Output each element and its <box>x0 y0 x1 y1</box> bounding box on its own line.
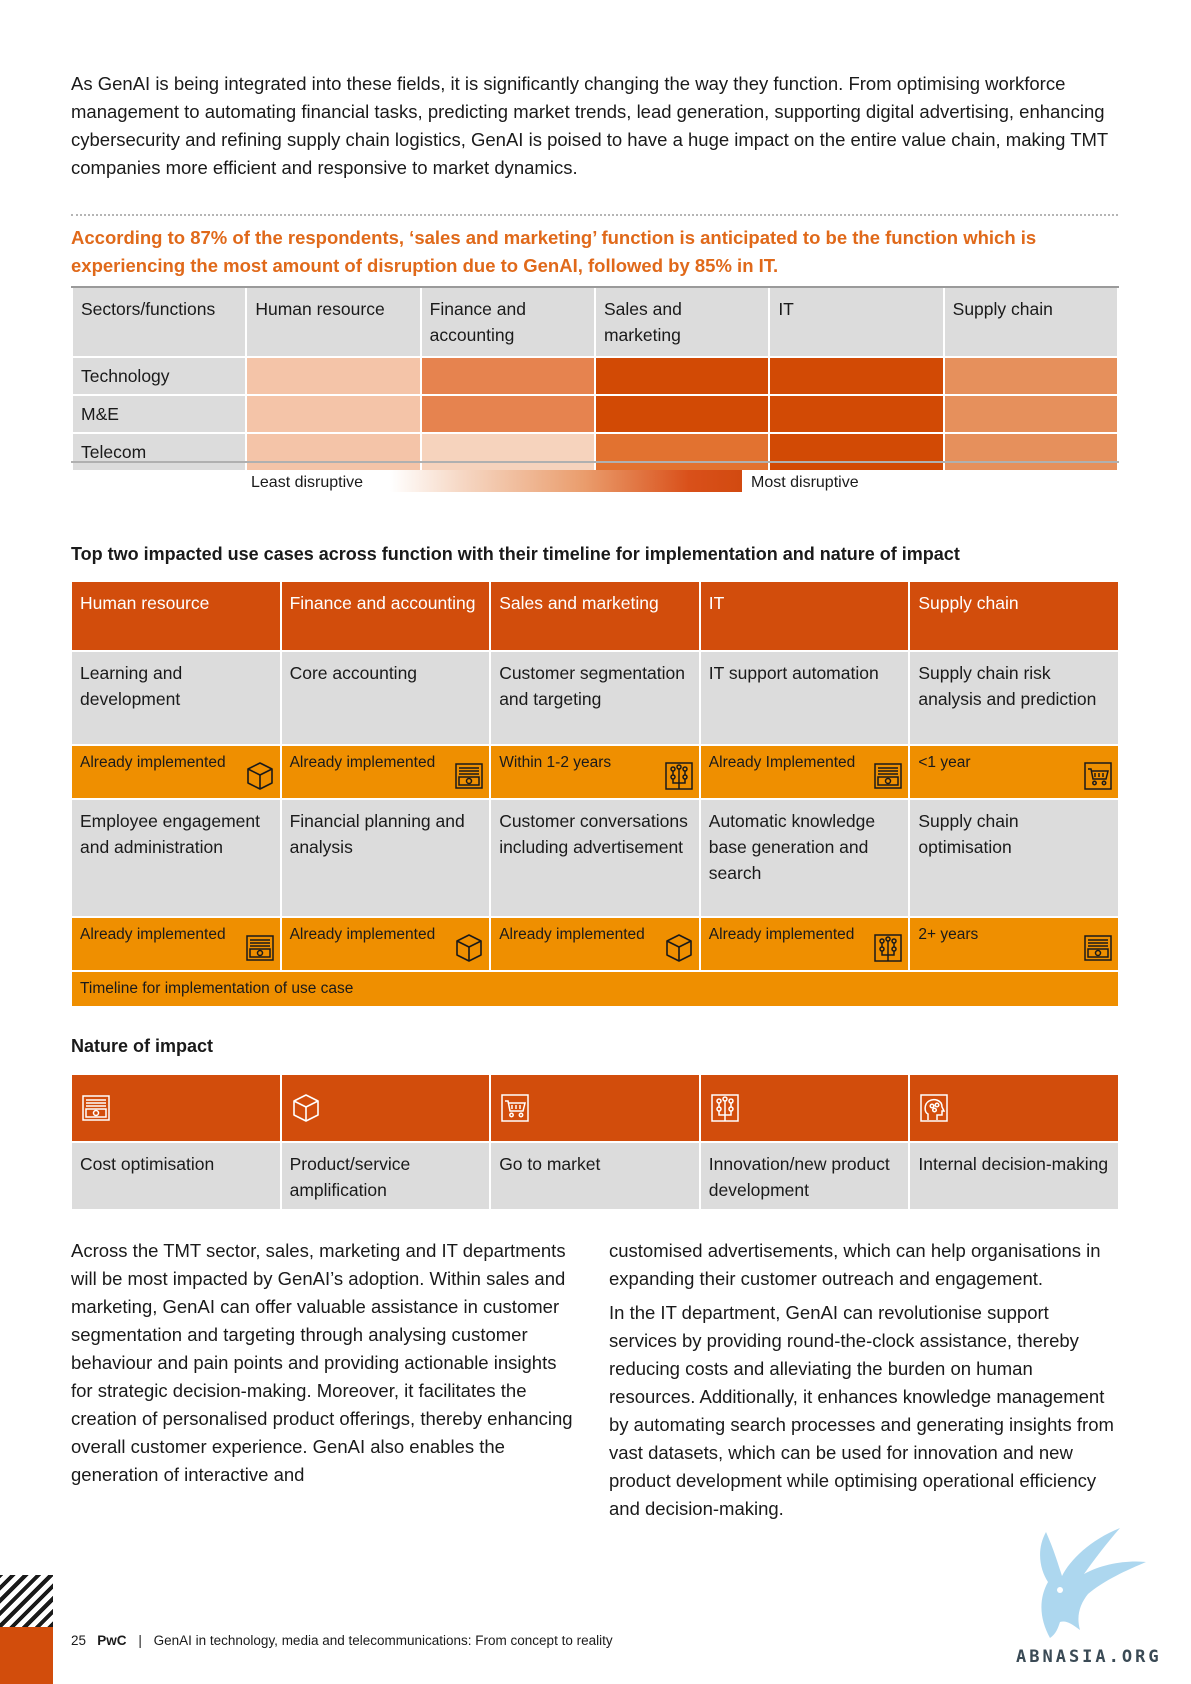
use-case-cell: Customer segmentation and targeting <box>491 652 699 744</box>
use-case-cell: Core accounting <box>282 652 490 744</box>
timeline-label: Already implemented <box>80 754 226 771</box>
use-case-cell: Supply chain risk analysis and prediction <box>910 652 1118 744</box>
legend-most-label: Most disruptive <box>751 474 859 491</box>
timeline-cell <box>282 746 490 798</box>
heatmap-row <box>73 396 1117 432</box>
heatmap-header-cell: IT <box>770 288 942 356</box>
use-case-header: Supply chain <box>910 582 1118 650</box>
disruption-heatmap <box>71 286 1119 472</box>
timeline-label: Already implemented <box>80 926 226 943</box>
heatmap-cell <box>422 434 594 470</box>
nature-title: Nature of impact <box>71 1036 214 1056</box>
heatmap-cell <box>422 358 594 394</box>
nature-icons-row <box>72 1075 1118 1141</box>
money-icon <box>80 1092 280 1124</box>
cube-icon <box>244 760 276 792</box>
heatmap-cell <box>596 396 768 432</box>
heatmap-header-cell: Supply chain <box>945 288 1117 356</box>
timeline-label: <1 year <box>918 754 971 771</box>
heatmap-cell <box>945 358 1117 394</box>
heatmap-cell <box>247 396 419 432</box>
heatmap-header-row <box>73 288 1117 356</box>
use-cases-row-1 <box>72 652 1118 744</box>
heatmap-bottom-border <box>71 461 1119 463</box>
nature-of-impact-table <box>72 1075 1118 1211</box>
timeline-cell <box>491 746 699 798</box>
use-case-header: Sales and marketing <box>491 582 699 650</box>
heatmap-cell <box>422 396 594 432</box>
timeline-cell <box>910 746 1118 798</box>
page-number: 25 <box>71 1633 87 1648</box>
nature-label: Cost optimisation <box>72 1143 280 1209</box>
money-icon <box>1082 932 1114 964</box>
timeline-cell <box>282 918 490 970</box>
dotted-divider <box>71 214 1118 216</box>
heatmap-cell <box>247 434 419 470</box>
head-icon <box>918 1092 1118 1124</box>
cart-icon <box>1082 760 1114 792</box>
nature-label: Internal decision-making <box>910 1143 1118 1209</box>
footer-separator: | <box>138 1633 142 1648</box>
nature-labels-row <box>72 1143 1118 1209</box>
use-case-cell: Automatic knowledge base generation and search <box>701 800 909 916</box>
heatmap-cell <box>596 434 768 470</box>
use-case-cell: Supply chain optimisation <box>910 800 1118 916</box>
timeline-footer: Timeline for implementation of use case <box>72 972 1118 1006</box>
nature-icon-cell <box>282 1075 490 1141</box>
use-cases-row-2 <box>72 800 1118 916</box>
money-icon <box>872 760 904 792</box>
nature-icon-cell <box>701 1075 909 1141</box>
timeline-cell <box>491 918 699 970</box>
body-text-left: Across the TMT sector, sales, marketing and IT departments will be most impacted by GenAI’s adoption. Within sales and marketing, GenAI can offer valuable assistance in customer segmentation and targeting through analysing customer behaviour and pain points and providing actionable insights for strategic decision-making. Moreover, it facilitates the creation of personalised product offerings, thereby enhancing overall customer experience. GenAI also enables the generation of interactive and <box>71 1240 573 1485</box>
heatmap-header-cell: Human resource <box>247 288 419 356</box>
callout-text: According to 87% of the respondents, ‘sales and marketing’ function is anticipated to be the function which is experiencing the most amount of disruption due to GenAI, followed by 85% in IT. <box>71 227 1037 276</box>
timeline-label: Within 1-2 years <box>499 754 612 771</box>
use-case-header: IT <box>701 582 909 650</box>
legend-least-label: Least disruptive <box>251 474 364 491</box>
circuit-icon <box>663 760 695 792</box>
timeline-cell <box>910 918 1118 970</box>
use-case-cell: Customer conversations including advertisement <box>491 800 699 916</box>
watermark-text: ABNASIA.ORG <box>1016 1647 1162 1667</box>
cart-icon <box>499 1092 699 1124</box>
use-case-cell: Financial planning and analysis <box>282 800 490 916</box>
body-text-right <box>609 1237 1114 1523</box>
body-paragraph: customised advertisements, which can help organisations in expanding their customer outreach and engagement. <box>609 1240 1101 1289</box>
nature-label: Product/service amplification <box>282 1143 490 1209</box>
heatmap-cell <box>945 396 1117 432</box>
money-icon <box>244 932 276 964</box>
footer-brand: PwC <box>97 1633 127 1648</box>
cube-icon <box>290 1092 490 1124</box>
circuit-icon <box>709 1092 909 1124</box>
decorative-stripes <box>0 1575 53 1627</box>
timeline-row-2 <box>72 918 1118 970</box>
money-icon <box>453 760 485 792</box>
use-cases-table <box>72 582 1118 1006</box>
timeline-label: 2+ years <box>918 926 979 943</box>
nature-icon-cell <box>910 1075 1118 1141</box>
heatmap-cell <box>945 434 1117 470</box>
heatmap-header-cell: Finance and accounting <box>422 288 594 356</box>
heatmap-row <box>73 434 1117 470</box>
use-case-cell: Learning and development <box>72 652 280 744</box>
timeline-label: Already Implemented <box>708 754 856 771</box>
heatmap-cell <box>770 434 942 470</box>
watermark-bird-logo <box>1010 1520 1150 1640</box>
nature-icon-cell <box>491 1075 699 1141</box>
heatmap-row-label: Technology <box>73 358 245 394</box>
legend-gradient-bar <box>390 470 742 492</box>
timeline-cell <box>701 746 909 798</box>
body-paragraph: In the IT department, GenAI can revolutionise support services by providing round-the-clock assistance, thereby reducing costs and alleviating the burden on human resources. Additionally, it enhances knowledge management by automating search processes and generating insights from vast datasets, which can be used for innovation and new product development while optimising operational efficiency and decision-making. <box>609 1302 1114 1519</box>
heatmap-cell <box>247 358 419 394</box>
cube-icon <box>663 932 695 964</box>
heatmap-header-cell: Sales and marketing <box>596 288 768 356</box>
timeline-cell <box>72 918 280 970</box>
use-case-header: Human resource <box>72 582 280 650</box>
use-cases-header-row <box>72 582 1118 650</box>
use-case-header: Finance and accounting <box>282 582 490 650</box>
heatmap-cell <box>770 358 942 394</box>
page-footer <box>71 1633 613 1648</box>
use-case-cell: Employee engagement and administration <box>72 800 280 916</box>
timeline-label: Already implemented <box>289 754 436 771</box>
heatmap-cell <box>596 358 768 394</box>
nature-label: Innovation/new product development <box>701 1143 909 1209</box>
circuit-icon <box>872 932 904 964</box>
decorative-orange-block <box>0 1627 53 1684</box>
intro-paragraph: As GenAI is being integrated into these fields, it is significantly changing the way they function. From optimising workforce management to automating financial tasks, predicting market trends, lead generation, supporting digital advertising, enhancing cybersecurity and refining supply chain logistics, GenAI is poised to have a huge impact on the entire value chain, making TMT companies more efficient and responsive to market dynamics. <box>71 73 1108 178</box>
heatmap-row-label: M&E <box>73 396 245 432</box>
timeline-label: Already implemented <box>499 926 645 943</box>
heatmap-header-cell: Sectors/functions <box>73 288 245 356</box>
heatmap-row-label: Telecom <box>73 434 245 470</box>
footer-title: GenAI in technology, media and telecommunications: From concept to reality <box>153 1633 613 1648</box>
use-case-cell: IT support automation <box>701 652 909 744</box>
timeline-label: Already implemented <box>708 926 855 943</box>
timeline-label: Already implemented <box>289 926 436 943</box>
heatmap-row <box>73 358 1117 394</box>
cube-icon <box>453 932 485 964</box>
use-cases-title: Top two impacted use cases across function with their timeline for implementation and nature of impact <box>71 544 960 564</box>
nature-icon-cell <box>72 1075 280 1141</box>
timeline-cell <box>72 746 280 798</box>
heatmap-cell <box>770 396 942 432</box>
timeline-row-1 <box>72 746 1118 798</box>
nature-label: Go to market <box>491 1143 699 1209</box>
timeline-cell <box>701 918 909 970</box>
